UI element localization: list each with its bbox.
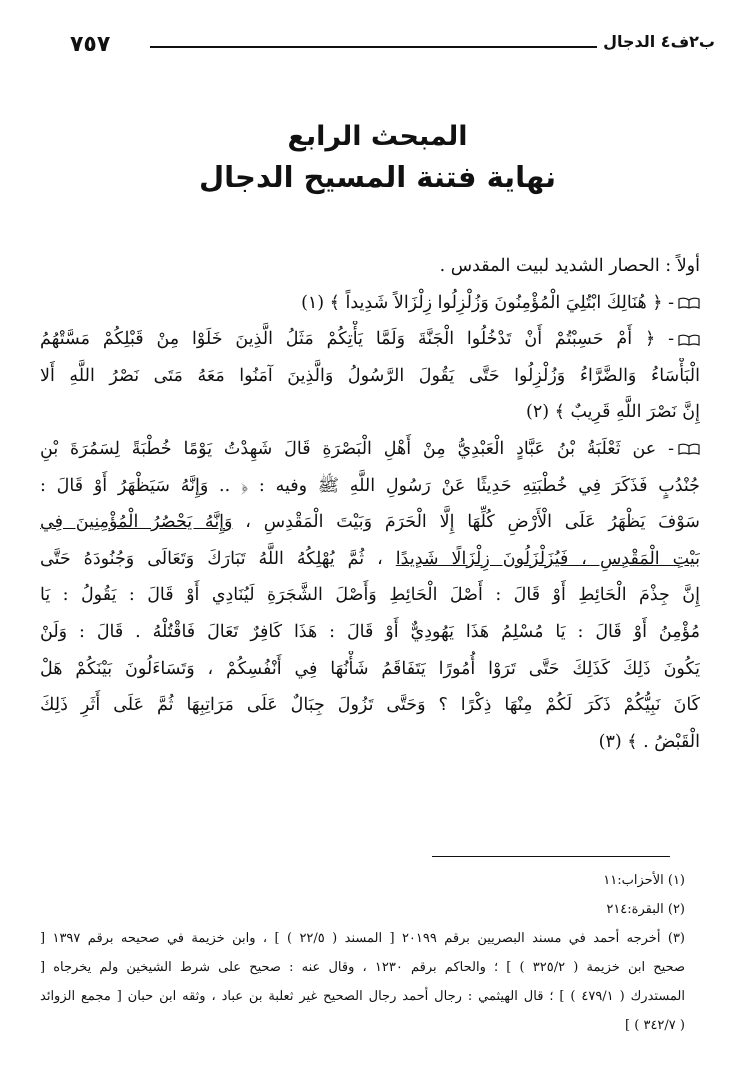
hadith-line: كَانَ نَبِيُّكُمْ ذَكَرَ لَكُمْ مِنْهَا ذِكْرًا ؟ وَحَتَّى تَزُولَ جِبَالٌ عَلَى مَرَاتِبِهَا ثُمَّ عَلَى أَثَرِ ذَلِكَ: [40, 695, 700, 716]
footnote: (٣) أخرجه أحمد في مسند البصريين برقم ٢٠١٩٩ [ المسند ( ٢٢/٥ ) ] ، وابن خزيمة في صحيحه برقم ١٣٩٧ [: [40, 931, 685, 946]
hadith-line: [40, 431, 700, 468]
footnote: (١) الأحزاب:١١: [603, 873, 685, 888]
verse-text: - ﴿ هُنَالِكَ ابْتُلِيَ الْمُؤْمِنُونَ وَزُلْزِلُوا زِلْزَالاً شَدِيداً ﴾ (١): [301, 292, 674, 313]
hadith-line: يَكُونَ ذَلِكَ كَذَلِكَ حَتَّى تَرَوْا أُمُورًا يَتَفَاقَمُ شَأْنُهَا فِي أَنْفُسِكُمْ ، وَتَسَاءَلُونَ بَيْنَكُمْ هَلْ: [40, 658, 700, 679]
footnote: ( ٣٤٢/٧ ) ]: [625, 1018, 685, 1033]
body-text: [40, 248, 700, 760]
open-book-icon: [678, 334, 700, 346]
hadith-text: - عن ثَعْلَبَةُ بْنُ عَبَّادٍ الْعَبْدِيُّ مِنْ أَهْلِ الْبَصْرَةِ قَالَ شَهِدْتُ يَوْمًا خُطْبَةً لِسَمُرَةَ بْنِ: [40, 438, 674, 459]
hadith-text: ، ثُمَّ يُهْلِكُهُ اللَّهُ تَبَارَكَ وَتَعَالَى وَجُنُودَهُ حَتَّى: [40, 548, 383, 569]
subheading: أولاً : الحصار الشديد لبيت المقدس .: [439, 256, 700, 276]
verse-text: - ﴿ أَمْ حَسِبْتُمْ أَنْ تَدْخُلُوا الْجَنَّةَ وَلَمَّا يَأْتِكُمْ مَثَلُ الَّذِينَ خَلَوْا مِنْ قَبْلِكُمْ مَسَّتْهُمُ: [40, 329, 674, 350]
verse-line: إِنَّ نَصْرَ اللَّهِ قَرِيبٌ ﴾ (٢): [526, 402, 700, 423]
underlined-text: بَيْتِ الْمَقْدِسِ ، فَيُزَلْزَلُونَ زِلْزَالًا شَدِيدًا: [395, 548, 700, 569]
hadith-line: الْقَبْضُ . ﴾ (٣): [598, 731, 700, 752]
footnotes: [40, 866, 685, 1040]
open-book-icon: [678, 297, 700, 309]
verse-line: [40, 285, 700, 322]
section-titles: [0, 118, 755, 198]
hadith-line: [40, 504, 700, 541]
verse-line: الْبَأْسَاءُ وَالضَّرَّاءُ وَزُلْزِلُوا حَتَّى يَقُولَ الرَّسُولُ وَالَّذِينَ آمَنُوا مَعَهُ مَتَى نَصْرُ اللَّهِ أَلا: [40, 365, 700, 386]
section-subtitle: نهاية فتنة المسيح الدجال: [199, 160, 556, 194]
hadith-line: إِنَّ جِذْمَ الْحَائِطِ أَوْ قَالَ : أَصْلَ الْحَائِطِ وَأَصْلَ الشَّجَرَةِ لَيُنَادِي أَوْ قَالَ : يَقُولُ : يَا: [40, 585, 700, 606]
hadith-line: [40, 541, 700, 578]
page-header: [70, 30, 715, 58]
page-number: ٧٥٧: [70, 32, 111, 57]
footnote: (٢) البقرة:٢١٤: [606, 902, 685, 917]
section-title: المبحث الرابع: [287, 121, 468, 152]
running-head: ب٢ف٤ الدجال: [603, 32, 715, 51]
verse-line: [40, 321, 700, 358]
hadith-text: سَوْفَ يَظْهَرُ عَلَى الْأَرْضِ كُلِّهَا إِلَّا الْحَرَمَ وَبَيْتَ الْمَقْدِسِ ،: [245, 512, 700, 533]
header-rule: [150, 46, 597, 48]
footnote-rule: [432, 856, 670, 857]
open-book-icon: [678, 443, 700, 455]
underlined-text: وَإِنَّهُ يَحْصُرُ الْمُؤْمِنِينَ فِي: [40, 512, 233, 533]
hadith-line: جُنْدُبٍ فَذَكَرَ فِي خُطْبَتِهِ حَدِيثًا عَنْ رَسُولِ اللَّهِ ﷺ وفيه : ﴿ .. وَإِنَّهُ سَيَظْهَرُ أَوْ قَالَ :: [40, 475, 700, 496]
hadith-line: مُؤْمِنُ أَوْ قَالَ : يَا مُسْلِمُ هَذَا يَهُودِيٌّ أَوْ قَالَ : هَذَا كَافِرٌ تَعَالَ فَاقْتُلْهُ . قَالَ : وَلَنْ: [40, 621, 700, 642]
footnote: المستدرك ( ٤٧٩/١ ) ] ؛ قال الهيثمي : رجال أحمد رجال الصحيح غير ثعلبة بن عباد ، وثقه ابن حبان [ مجمع الزوائد: [40, 989, 685, 1004]
footnote: صحيح ابن خزيمة ( ٣٢٥/٢ ) ] ؛ والحاكم برقم ١٢٣٠ ، وقال عنه : صحيح على شرط الشيخين ولم يخرجاه [: [40, 960, 685, 975]
